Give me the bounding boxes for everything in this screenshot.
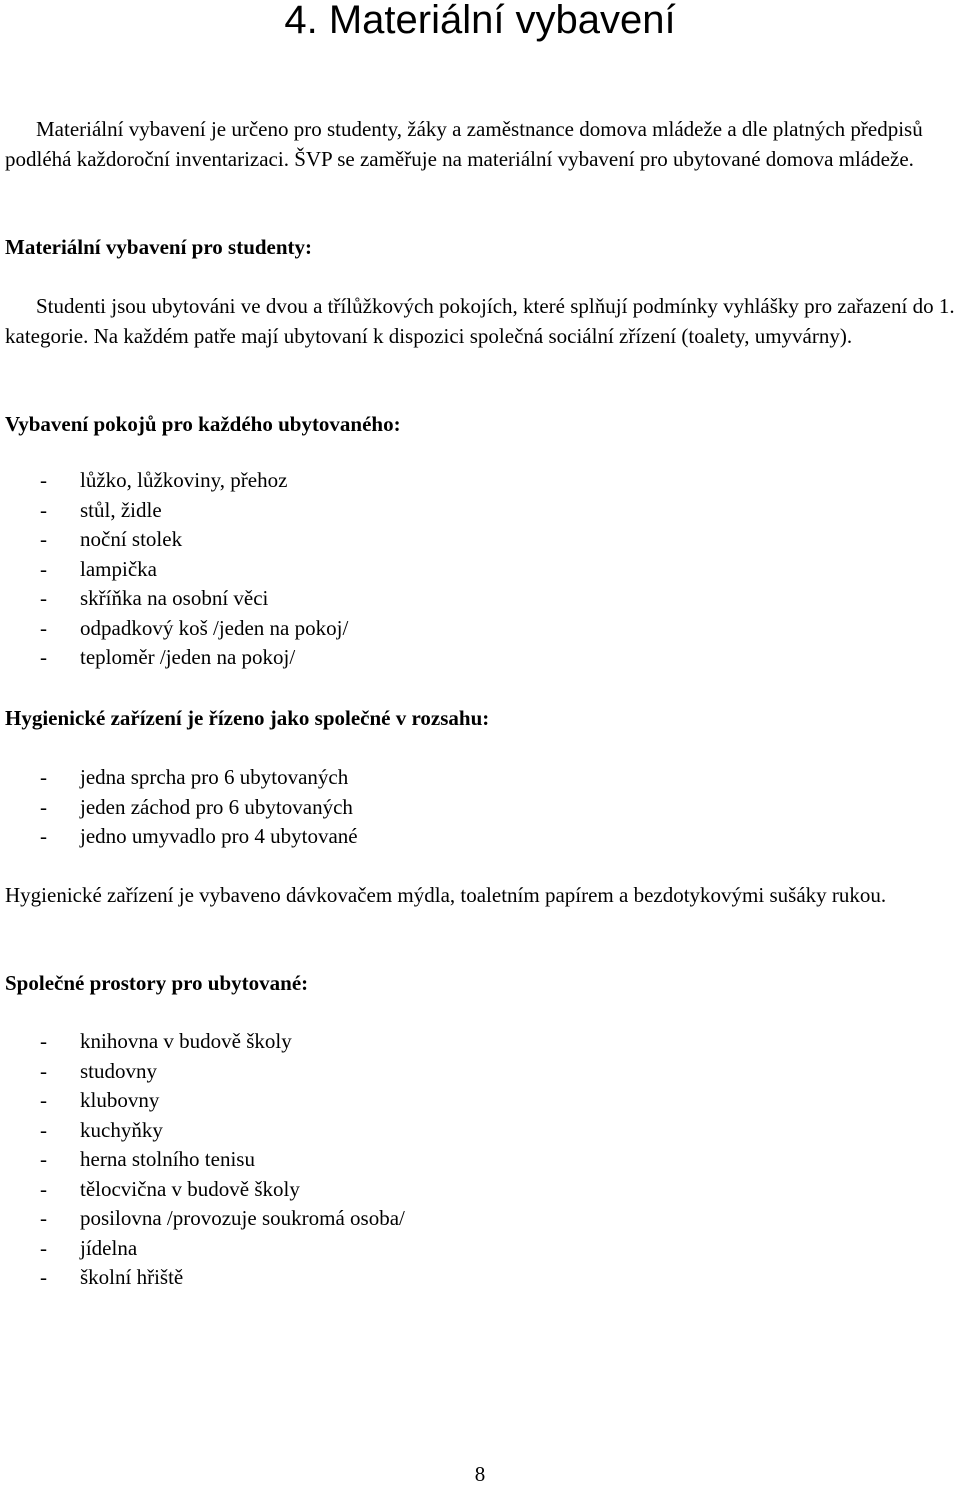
list-item-text: školní hřiště	[80, 1265, 184, 1289]
list-item	[40, 1057, 405, 1087]
list-marker: -	[40, 824, 47, 848]
intro-paragraph: Materiální vybavení je určeno pro studenty, žáky a zaměstnance domova mládeže a dle platných předpisů podléhá každoroční inventarizaci. ŠVP se zaměřuje na materiální vybavení pro ubytované domova mládeže.	[5, 117, 923, 171]
list-item	[40, 1234, 405, 1264]
list-item-text: studovny	[80, 1058, 158, 1083]
list-item	[40, 1086, 405, 1116]
list-item-text: lampička	[80, 556, 157, 581]
list-item-text: skříňka na osobní věci	[80, 586, 269, 610]
list-marker: -	[40, 765, 47, 789]
list-item	[40, 1263, 405, 1293]
list-item	[40, 643, 348, 673]
list-item-text: odpadkový koš /jeden na pokoj/	[80, 615, 349, 640]
students-paragraph: Studenti jsou ubytováni ve dvou a třílůžkových pokojích, které splňují podmínky vyhlášky pro zařazení do 1. kategorie. Na každém patře mají ubytovaní k dispozici společná sociální zřízení (toalety, umyvárny).	[5, 294, 955, 348]
list-item	[40, 496, 348, 526]
list-marker: -	[40, 586, 47, 610]
list-marker: -	[40, 645, 47, 669]
list-item-text: jedna sprcha pro 6 ubytovaných	[80, 765, 349, 789]
hygiene-heading: Hygienické zařízení je řízeno jako společné v rozsahu:	[5, 706, 490, 730]
hygiene-list	[40, 763, 358, 852]
list-item	[40, 466, 348, 496]
list-marker: -	[40, 1235, 47, 1260]
list-item-text: knihovna v budově školy	[80, 1029, 292, 1053]
list-item-text: kuchyňky	[80, 1117, 163, 1142]
hygiene-note: Hygienické zařízení je vybaveno dávkovačem mýdla, toaletním papírem a bezdotykovými sušáky rukou.	[5, 883, 887, 907]
list-marker: -	[40, 1117, 47, 1142]
common-heading: Společné prostory pro ubytované:	[5, 971, 309, 995]
list-marker: -	[40, 527, 47, 551]
list-item-text: posilovna /provozuje soukromá osoba/	[80, 1206, 405, 1230]
list-item-text: jeden záchod pro 6 ubytovaných	[80, 794, 353, 819]
list-item	[40, 822, 358, 852]
list-item-text: teploměr /jeden na pokoj/	[80, 645, 296, 669]
list-item	[40, 1175, 405, 1205]
page-title: 4. Materiální vybavení	[284, 0, 676, 42]
list-item	[40, 555, 348, 585]
list-item	[40, 614, 348, 644]
rooms-list	[40, 466, 348, 673]
list-marker: -	[40, 1265, 47, 1289]
list-marker: -	[40, 1206, 47, 1230]
list-marker: -	[40, 794, 47, 819]
list-item	[40, 793, 358, 823]
list-marker: -	[40, 1176, 47, 1201]
list-item	[40, 525, 348, 555]
list-item-text: noční stolek	[80, 527, 183, 551]
list-marker: -	[40, 1058, 47, 1083]
students-heading: Materiální vybavení pro studenty:	[5, 235, 313, 259]
list-item	[40, 1027, 405, 1057]
rooms-heading: Vybavení pokojů pro každého ubytovaného:	[5, 412, 401, 436]
list-marker: -	[40, 1029, 47, 1053]
list-item	[40, 584, 348, 614]
list-item-text: jídelna	[80, 1235, 138, 1260]
common-list	[40, 1027, 405, 1293]
list-item	[40, 763, 358, 793]
list-item	[40, 1116, 405, 1146]
list-marker: -	[40, 497, 47, 522]
list-item-text: jedno umyvadlo pro 4 ubytované	[80, 824, 358, 848]
list-item-text: klubovny	[80, 1088, 160, 1112]
list-marker: -	[40, 468, 47, 492]
list-marker: -	[40, 615, 47, 640]
list-item	[40, 1145, 405, 1175]
list-item-text: herna stolního tenisu	[80, 1147, 255, 1171]
list-marker: -	[40, 1147, 47, 1171]
list-marker: -	[40, 1088, 47, 1112]
list-item	[40, 1204, 405, 1234]
page-number: 8	[474, 1462, 486, 1486]
list-item-text: stůl, židle	[80, 497, 162, 522]
list-item-text: lůžko, lůžkoviny, přehoz	[80, 468, 288, 492]
list-item-text: tělocvična v budově školy	[80, 1176, 300, 1201]
list-marker: -	[40, 556, 47, 581]
